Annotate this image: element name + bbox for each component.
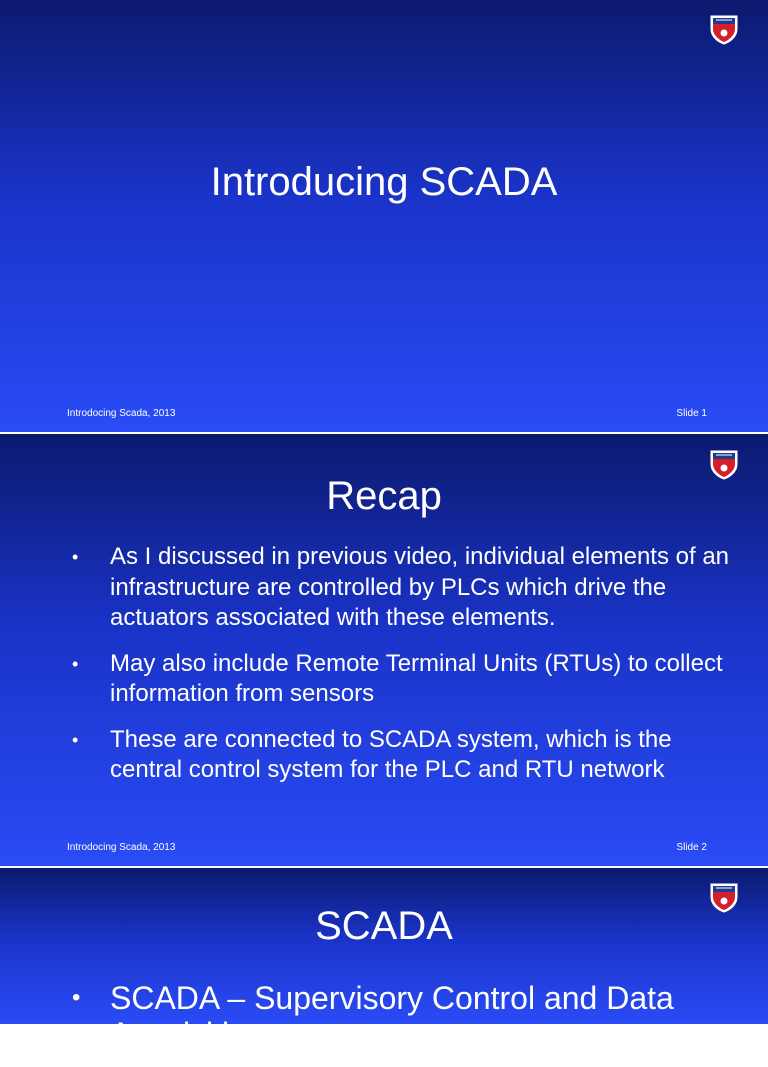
bullet-text: SCADA – Supervisory Control and Data Acquisition — [110, 980, 674, 1052]
slide-footer-left: Introdocing Scada, 2013 — [67, 842, 176, 853]
bullet-text: May also include Remote Terminal Units (RTUs) to collect information from sensors — [110, 649, 723, 707]
bullet-glyph: • — [72, 729, 79, 750]
bullet-glyph: • — [72, 984, 81, 1011]
university-crest-icon — [710, 15, 738, 45]
bullet-list — [72, 980, 732, 1067]
slide-title: Introducing SCADA — [210, 160, 558, 204]
bullet-item — [72, 725, 732, 786]
slide-title: Recap — [326, 474, 442, 518]
slide-number: Slide 2 — [676, 842, 707, 853]
bullet-item — [72, 980, 732, 1052]
bullet-list — [72, 542, 732, 801]
slide-title: SCADA — [315, 904, 453, 948]
bullet-text: These are connected to SCADA system, which is the central control system for the PLC and RTU network — [110, 725, 672, 783]
bullet-glyph: • — [72, 653, 79, 674]
slide-footer-left: Introdocing Scada, 2013 — [67, 408, 176, 419]
slide-1 — [0, 0, 768, 432]
slide-number: Slide 1 — [676, 408, 707, 419]
bullet-glyph: • — [72, 547, 79, 567]
bullet-text: As I discussed in previous video, individual elements of an infrastructure are controlled by PLCs which drive the actuators associated with these elements. — [110, 543, 730, 631]
slide-3 — [0, 868, 768, 1052]
slide-2 — [0, 434, 768, 866]
bullet-item — [72, 649, 732, 710]
bullet-item — [72, 542, 732, 634]
